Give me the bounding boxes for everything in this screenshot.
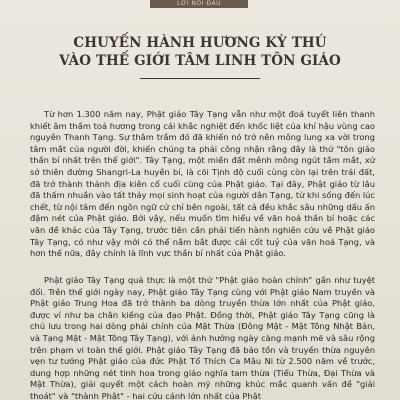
section-header-band — [150, 0, 248, 8]
section-header-label: LỜI NÓI ĐẦU — [176, 0, 222, 7]
chapter-title-line-2: VÀO THẾ GIỚI TÂM LINH TÔN GIÁO — [59, 53, 341, 69]
chapter-title-line-1: CHUYẾN HÀNH HƯƠNG KỲ THÚ — [73, 35, 327, 51]
body-paragraph-2: Phật giáo Tây Tạng quả thực là một thứ "Phật giáo hoàn chỉnh" gần như tuyệt đối. Trên thế giới ngày nay, Phật giáo Tây Tạng cùng với Phật giáo Nam truyền và Phật giáo Trung Hoa đã trở thành ba dòng truyền thừa lớn nhất của Phật giáo, được ví như ba chân kiềng của đạo Phật. Đồng thời, Phật giáo Tây Tạng cũng là chủ lưu trong hai dòng phái chính của Mật Thừa (Đông Mật - Mật Tông Nhật Bản, và Tạng Mật - Mật Tông Tây Tạng), với ảnh hưởng ngày càng mạnh mẽ và sâu rộng trên phạm vi toàn thế giới. Phật giáo Tây Tạng đã bảo tồn và truyền thừa nguyên vẹn tư tưởng Phật giáo của đức Phật Tổ Thích Ca Mâu Ni từ 2.500 năm về trước, dung hợp những nét tinh hoa trong giáo nghĩa tam thừa (Tiểu Thừa, Đại Thừa và Mật Thừa), giải quyết một cách hoàn mỹ những khúc mắc quanh vấn đề "giải thoát" và "thành Phật" - hai cứu cánh lớn nhất của Phật — [30, 275, 375, 400]
title-divider — [140, 78, 260, 79]
body-paragraph-1: Từ hơn 1.300 năm nay, Phật giáo Tây Tạng vẫn như một đoá tuyết liên thanh khiết âm thầm toả hương trong cái khắc nghiệt đến khốc liệt của khí hậu vùng cao nguyên Thanh Tạng. Sự thâm trầm đó đã khiến nó trở nên mông lung xa vời trong tâm mắt của người đời, khiến chúng ta phải công nhận rằng đây là thứ "tôn giáo thần bí nhất trên thế giới". Tây Tạng, một miền đất mênh mông ngút tầm mắt, xứ sở thiên đường Shangri-La huyền bí, là cõi Tịnh độ cuối cùng còn lại trên trái đất, đã trở thành thánh địa kiên cố cuối cùng của Phật giáo. Tại đây, Phật giáo từ lâu đã thấm nhuần vào tất thảy mọi sinh hoạt của người dân Tạng, từ khi sống đến lúc chết, từ nội tâm đến ngôn ngữ cử chỉ bên ngoài, tất cả đều khắc sâu những dấu ấn đậm nét của Phật giáo. Bởi vậy, nếu muốn tìm hiểu về văn hoá thần bí hoặc các văn đề khác của Tây Tạng, trước tiên cần phải tiến hành nghiên cứu về Phật giáo Tây Tạng, có như vậy mới có thể nắm bắt được cái cốt tuỷ của văn hoá Tạng, và hơn thế nữa, đây chính là lĩnh vực thần bí nhất của Phật giáo. — [30, 109, 375, 259]
